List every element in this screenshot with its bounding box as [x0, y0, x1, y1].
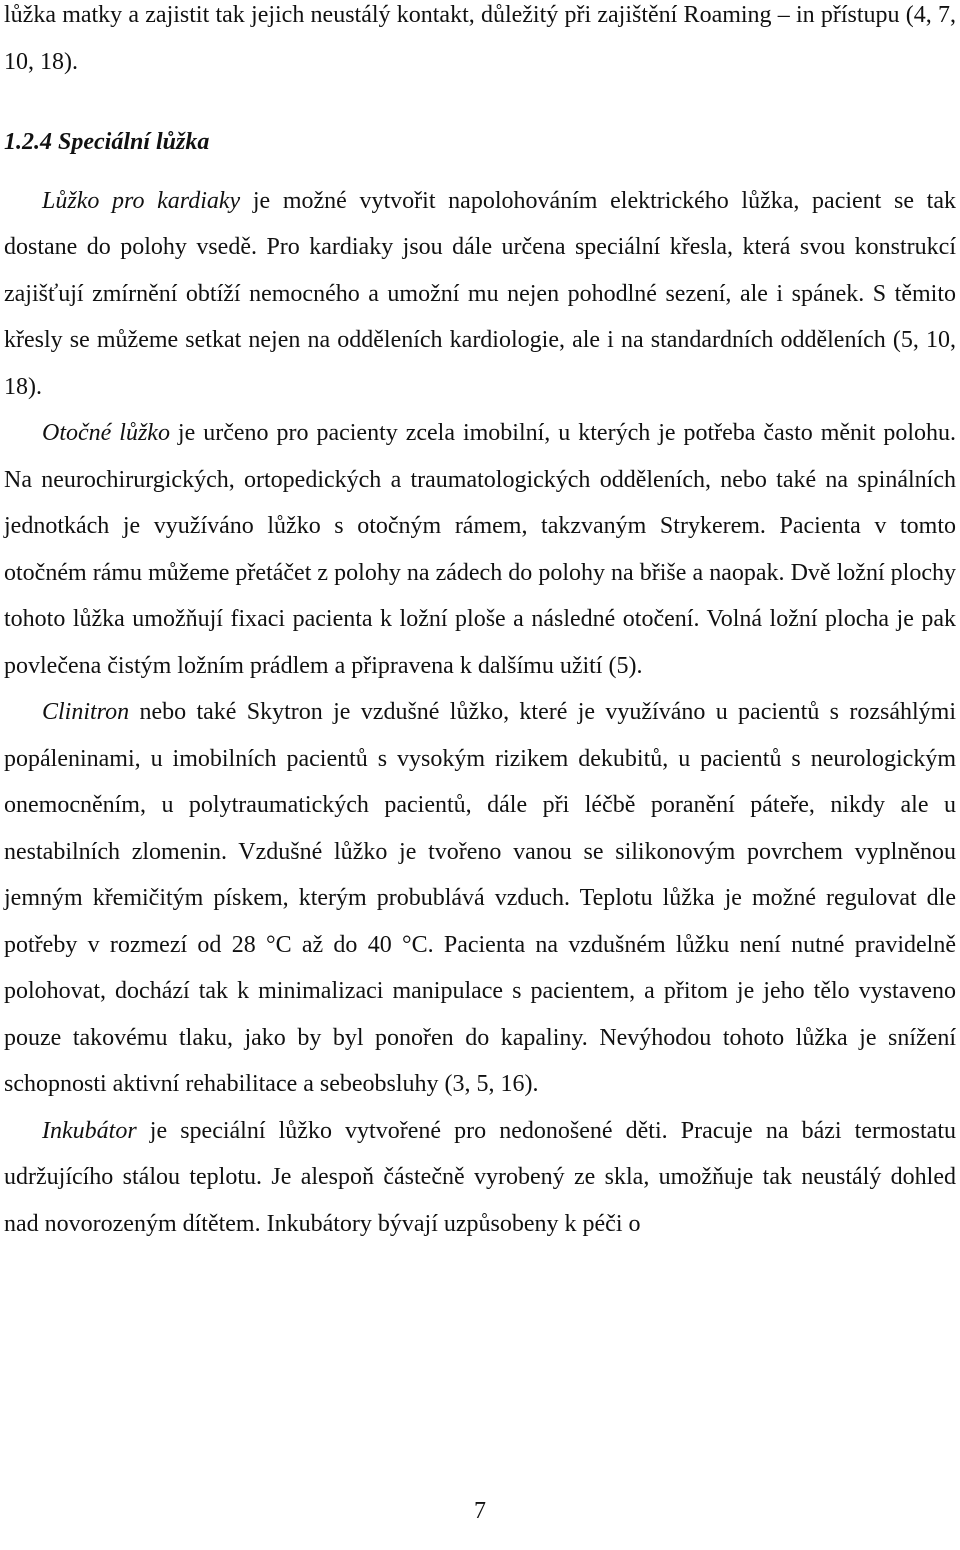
paragraph-incubator: [4, 1108, 956, 1248]
text-cardiac-bed: je možné vytvořit napolohováním elektrického lůžka, pacient se tak dostane do polohy vsedě. Pro kardiaky jsou dále určena speciální křesla, která svou konstrukcí zajišťují zmírnění obtíží nemocného a umožní mu nejen pohodlné sezení, ale i spánek. S těmito křesly se můžeme setkat nejen na odděleních kardiologie, ale i na standardních odděleních (5, 10, 18).: [4, 187, 956, 400]
continuation-paragraph: lůžka matky a zajistit tak jejich neustálý kontakt, důležitý při zajištění Roaming – in přístupu (4, 7, 10, 18).: [4, 2, 956, 75]
text-clinitron: nebo také Skytron je vzdušné lůžko, které je využíváno u pacientů s rozsáhlými popáleninami, u imobilních pacientů s vysokým rizikem dekubitů, u pacientů s neurologickým onemocněním, u polytraumatických pacientů, dále při léčbě poranění páteře, nikdy ale u nestabilních zlomenin. Vzdušné lůžko je tvořeno vanou se silikonovým povrchem vyplněnou jemným křemičitým pískem, kterým probublává vzduch. Teplotu lůžka je možné regulovat dle potřeby v rozmezí od 28 °C až do 40 °C. Pacienta na vzdušném lůžku není nutné pravidelně polohovat, dochází tak k minimalizaci manipulace s pacientem, a přitom je jeho tělo vystaveno pouze takovému tlaku, jako by byl ponořen do kapaliny. Nevýhodou tohoto lůžka je snížení schopnosti aktivní rehabilitace a sebeobsluhy (3, 5, 16).: [4, 699, 956, 1097]
term-clinitron: Clinitron: [42, 699, 130, 725]
section-heading: 1.2.4 Speciální lůžka: [4, 129, 210, 155]
term-incubator: Inkubátor: [42, 1117, 137, 1144]
page-number: 7: [474, 1498, 486, 1524]
term-cardiac-bed: Lůžko pro kardiaky: [42, 187, 241, 214]
document-page: [4, 0, 956, 1247]
paragraph-cardiac-bed: [4, 178, 956, 411]
paragraph-rotating-bed: [4, 410, 956, 689]
term-rotating-bed: Otočné lůžko: [42, 420, 170, 446]
text-incubator: je speciální lůžko vytvořené pro nedonošené děti. Pracuje na bázi termostatu udržujícího stálou teplotu. Je alespoň částečně vyrobený ze skla, umožňuje tak neustálý dohled nad novorozeným dítětem. Inkubátory bývají uzpůsobeny k péči o: [4, 1117, 956, 1237]
paragraph-clinitron: [4, 689, 956, 1108]
text-rotating-bed: je určeno pro pacienty zcela imobilní, u kterých je potřeba často měnit polohu. Na neurochirurgických, ortopedických a traumatologických odděleních, nebo také na spinálních jednotkách je využíváno lůžko s otočným rámem, takzvaným Strykerem. Pacienta v tomto otočném rámu můžeme přetáčet z polohy na zádech do polohy na břiše a naopak. Dvě ložní plochy tohoto lůžka umožňují fixaci pacienta k ložní ploše a následné otočení. Volná ložní plocha je pak povlečena čistým ložním prádlem a připravena k dalšímu užití (5).: [4, 420, 957, 679]
